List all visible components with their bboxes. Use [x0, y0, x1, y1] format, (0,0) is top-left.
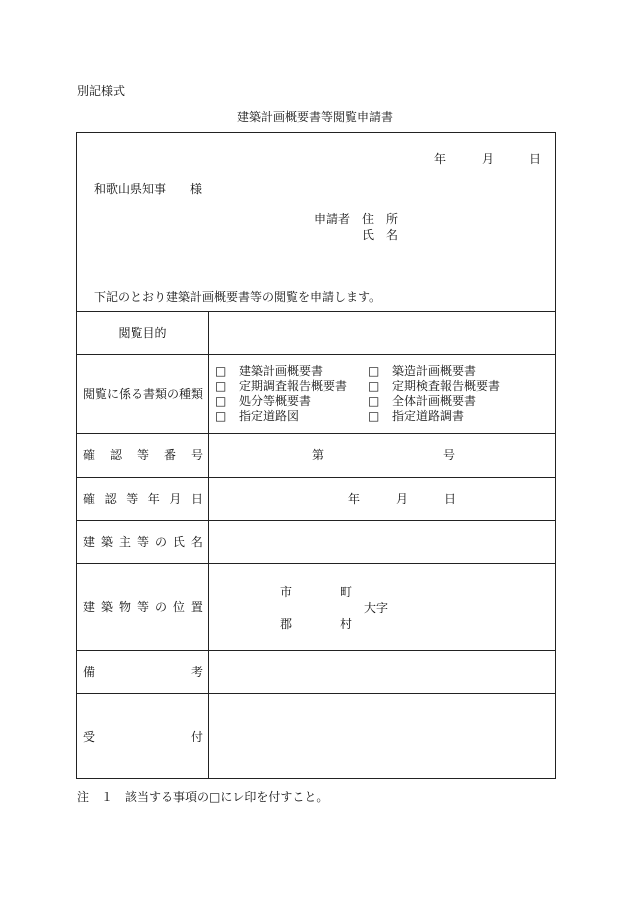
application-statement: 下記のとおり建築計画概要書等の閲覧を申請します。 [94, 290, 382, 304]
doc-option-label: 指定道路調書 [392, 409, 465, 423]
purpose-label: 閲覧目的 [118, 326, 167, 340]
label-char: 築 [100, 600, 113, 614]
application-form-table [76, 132, 556, 779]
doc-option-label: 指定道路図 [239, 409, 300, 423]
address-label-char: 住 [362, 212, 375, 226]
confirm-month: 月 [396, 492, 409, 506]
doc-option[interactable] [215, 364, 323, 378]
owner-name-field[interactable] [209, 521, 555, 563]
label-char: 番 [163, 448, 176, 462]
label-char: 日 [190, 492, 203, 506]
checkbox[interactable]: □ [368, 409, 380, 423]
label-char: 築 [100, 535, 113, 549]
doc-option-label: 処分等概要書 [239, 394, 312, 408]
label-char: 主 [118, 535, 131, 549]
form-title: 建築計画概要書等閲覧申請書 [236, 110, 393, 124]
doc-option[interactable] [368, 409, 464, 423]
doc-option[interactable] [368, 394, 476, 408]
address-label-char: 所 [386, 212, 399, 226]
reception-label [83, 730, 203, 744]
footnote: 注 １ 該当する事項の□にレ印を付すこと。 [77, 790, 329, 804]
town-label: 町 [340, 585, 353, 599]
addressee: 和歌山県知事 [94, 182, 167, 196]
confirm-number-label [83, 448, 203, 462]
label-char: 建 [83, 535, 96, 549]
label-char: 置 [190, 600, 203, 614]
number-prefix: 第 [312, 448, 325, 462]
label-char: 認 [104, 492, 117, 506]
city-label: 市 [280, 585, 293, 599]
aza-label: 大字 [364, 601, 389, 615]
doc-option[interactable] [215, 409, 299, 423]
checkbox[interactable]: □ [368, 379, 380, 393]
year-label: 年 [434, 152, 447, 166]
checkbox[interactable]: □ [215, 379, 227, 393]
label-char: 等 [136, 535, 149, 549]
label-char: 号 [190, 448, 203, 462]
doc-option-label: 建築計画概要書 [239, 364, 324, 378]
confirm-year: 年 [348, 492, 361, 506]
checkbox[interactable]: □ [215, 364, 227, 378]
label-char: 付 [190, 730, 203, 744]
number-suffix: 号 [443, 448, 456, 462]
reception-stamp-area [209, 694, 555, 778]
label-char: 受 [83, 730, 96, 744]
applicant-label: 申請者 [314, 212, 351, 226]
doc-option[interactable] [368, 364, 476, 378]
row-divider [77, 477, 555, 478]
remarks-field[interactable] [209, 651, 555, 693]
confirm-date-label [83, 492, 203, 506]
location-label [83, 600, 203, 614]
doc-option-label: 築造計画概要書 [392, 364, 477, 378]
row-divider [77, 433, 555, 434]
label-char: 建 [83, 600, 96, 614]
label-char: 物 [118, 600, 131, 614]
label-char: 確 [83, 448, 96, 462]
label-char: 認 [109, 448, 122, 462]
name-label-char: 氏 [362, 228, 375, 242]
doc-option[interactable] [215, 379, 347, 393]
label-char: 年 [147, 492, 160, 506]
label-char: の [154, 600, 167, 614]
honorific: 様 [190, 182, 203, 196]
doc-option[interactable] [368, 379, 500, 393]
village-label: 村 [340, 617, 353, 631]
row-divider [77, 563, 555, 564]
label-char: 等 [136, 600, 149, 614]
label-char: 月 [169, 492, 182, 506]
label-char: 名 [190, 535, 203, 549]
doc-type-label: 閲覧に係る書類の種類 [83, 387, 204, 401]
doc-option-label: 定期調査報告概要書 [239, 379, 348, 393]
row-divider [77, 354, 555, 355]
checkbox[interactable]: □ [215, 409, 227, 423]
label-char: 考 [190, 665, 203, 679]
label-char: 確 [83, 492, 96, 506]
checkbox[interactable]: □ [215, 394, 227, 408]
label-char: の [154, 535, 167, 549]
name-label-char: 名 [386, 228, 399, 242]
district-label: 郡 [280, 617, 293, 631]
checkbox[interactable]: □ [368, 394, 380, 408]
form-id-label: 別記様式 [77, 84, 126, 98]
checkbox[interactable]: □ [368, 364, 380, 378]
purpose-field[interactable] [209, 312, 555, 354]
label-char: 備 [83, 665, 96, 679]
label-char: 氏 [172, 535, 185, 549]
doc-option-label: 定期検査報告概要書 [392, 379, 501, 393]
owner-name-label [83, 535, 203, 549]
label-char: 位 [172, 600, 185, 614]
doc-option[interactable] [215, 394, 311, 408]
day-label: 日 [529, 152, 542, 166]
label-char: 等 [126, 492, 139, 506]
confirm-day: 日 [444, 492, 457, 506]
remarks-label [83, 665, 203, 679]
month-label: 月 [482, 152, 495, 166]
doc-option-label: 全体計画概要書 [392, 394, 477, 408]
label-char: 等 [136, 448, 149, 462]
